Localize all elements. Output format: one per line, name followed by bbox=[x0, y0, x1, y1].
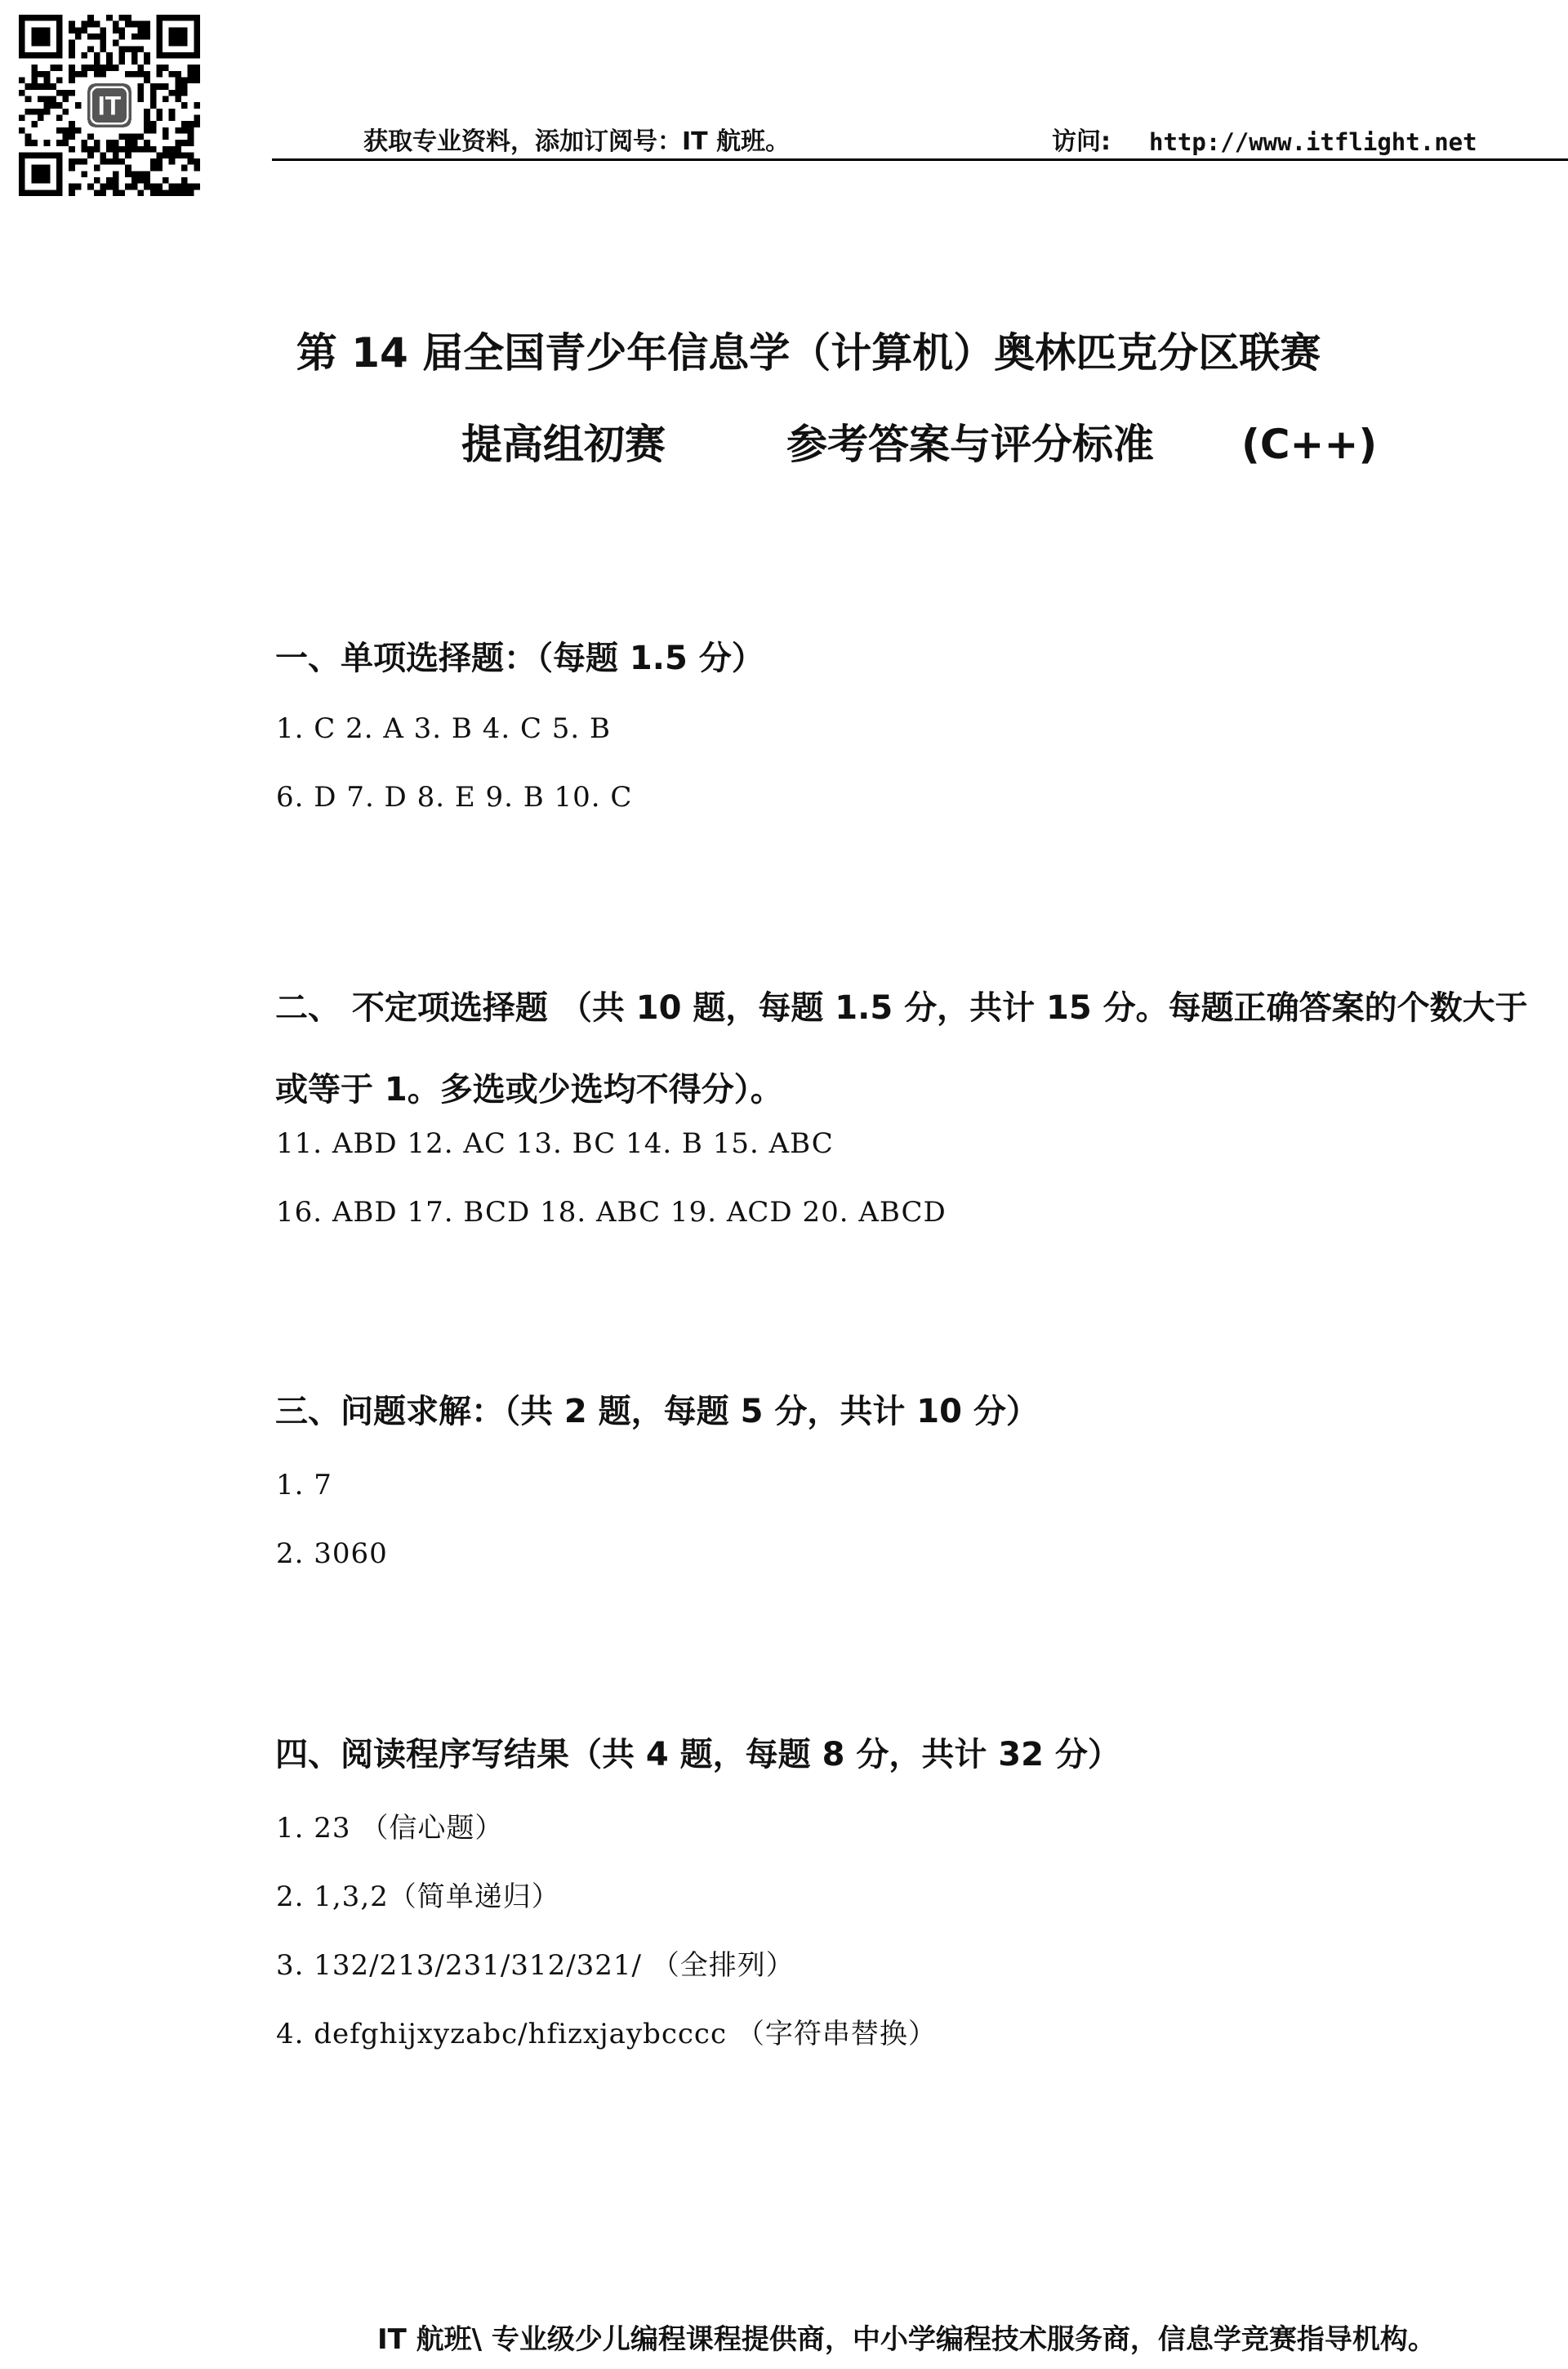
header-divider bbox=[272, 158, 1568, 161]
qr-logo bbox=[87, 83, 131, 127]
answer-line: 2. 3060 bbox=[276, 1537, 388, 1570]
qr-finder-top-left bbox=[19, 15, 63, 59]
answer-line: 4. defghijxyzabc/hfizxjaybcccc （字符串替换） bbox=[276, 2018, 937, 2050]
qr-code bbox=[15, 15, 204, 196]
answer-line: 3. 132/213/231/312/321/ （全排列） bbox=[276, 1949, 795, 1982]
answer-line: 1. 23 （信心题） bbox=[276, 1812, 504, 1845]
answer-line: 1. C 2. A 3. B 4. C 5. B bbox=[276, 712, 612, 745]
document-subtitle-group: 提高组初赛 bbox=[461, 421, 666, 468]
header-visit-label: 访问: bbox=[1052, 127, 1111, 156]
answer-line: 16. ABD 17. BCD 18. ABC 19. ACD 20. ABCD bbox=[276, 1196, 947, 1229]
answer-line: 1. 7 bbox=[276, 1469, 332, 1501]
document-subtitle-language: (C++) bbox=[1241, 421, 1378, 468]
qr-logo-text: IT bbox=[97, 91, 122, 121]
answer-line: 2. 1,3,2（简单递归） bbox=[276, 1880, 560, 1913]
section-heading-single-choice: 一、单项选择题：（每题 1.5 分） bbox=[275, 640, 764, 677]
section-heading-program-reading: 四、阅读程序写结果（共 4 题，每题 8 分，共计 32 分） bbox=[275, 1736, 1120, 1773]
footer-text: IT 航班\ 专业级少儿编程课程提供商，中小学编程技术服务商，信息学竞赛指导机构。 bbox=[377, 2323, 1436, 2356]
qr-finder-bottom-left bbox=[19, 152, 63, 196]
answer-line: 6. D 7. D 8. E 9. B 10. C bbox=[276, 781, 633, 814]
section-heading-problem-solving: 三、问题求解：（共 2 题，每题 5 分，共计 10 分） bbox=[275, 1393, 1039, 1430]
document-title: 第 14 届全国青少年信息学（计算机）奥林匹克分区联赛 bbox=[296, 329, 1321, 377]
document-subtitle-type: 参考答案与评分标准 bbox=[786, 421, 1154, 468]
answer-line: 11. ABD 12. AC 13. BC 14. B 15. ABC bbox=[276, 1127, 834, 1160]
section-heading-multiple-choice: 二、 不定项选择题 （共 10 题，每题 1.5 分，共计 15 分。每题正确答案的个数大于或等于 1。多选或少选均不得分）。 bbox=[275, 989, 1528, 1109]
header-subscribe-text: 获取专业资料，添加订阅号：IT 航班。 bbox=[363, 127, 791, 156]
header-website-link[interactable]: http://www.itflight.net bbox=[1149, 128, 1477, 156]
qr-finder-top-right bbox=[156, 15, 200, 59]
